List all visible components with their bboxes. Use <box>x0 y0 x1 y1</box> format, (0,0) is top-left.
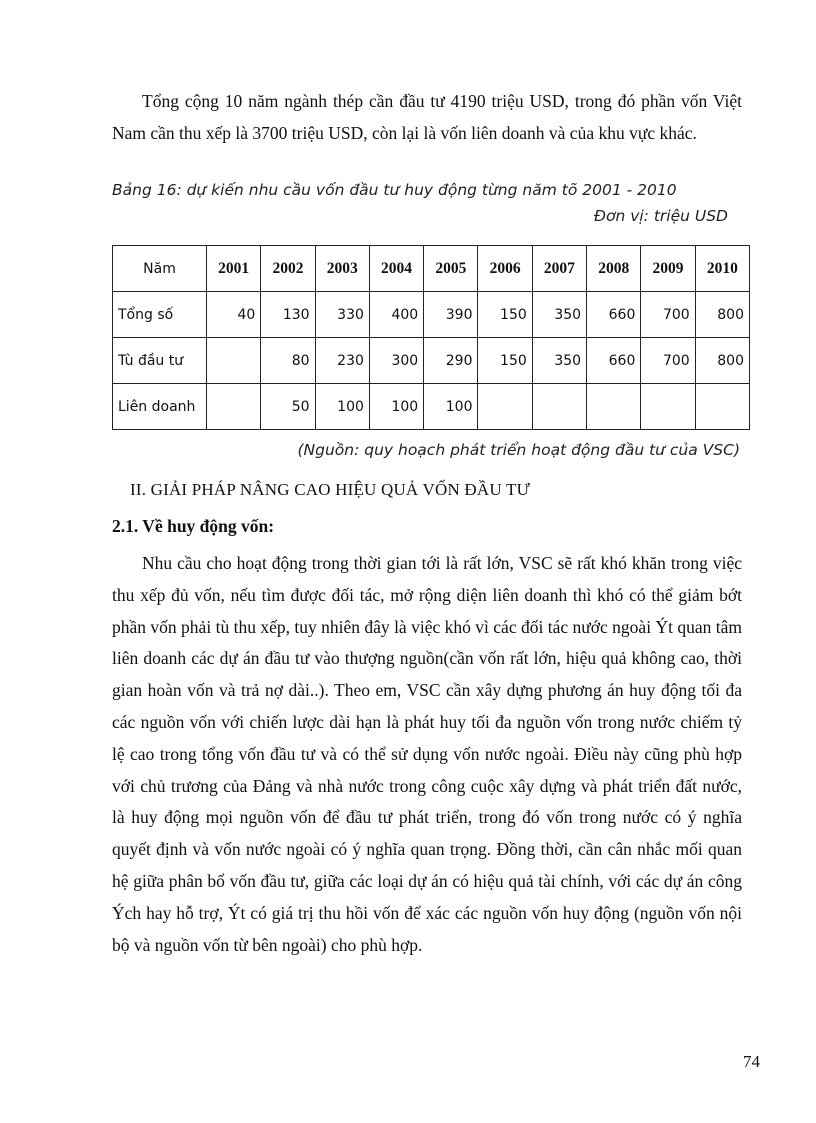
table-source: (Nguồn: quy hoạch phát triển hoạt động đầu tư của VSC) <box>297 441 740 459</box>
table-cell: 800 <box>695 292 749 338</box>
row-label: Tổng số <box>113 292 207 338</box>
table-cell: 350 <box>532 292 586 338</box>
table-cell: 50 <box>261 384 315 430</box>
table-cell: 660 <box>587 338 641 384</box>
table-unit: Đơn vị: triệu USD <box>593 207 728 225</box>
table-row <box>113 384 750 430</box>
table-cell: 800 <box>695 338 749 384</box>
table-header-cell: 2010 <box>695 246 749 292</box>
table-cell: 390 <box>424 292 478 338</box>
table-cell: 400 <box>369 292 423 338</box>
table-caption: Bảng 16: dự kiến nhu cầu vốn đầu tư huy động từng năm tõ 2001 - 2010 <box>112 181 677 199</box>
table-cell <box>207 384 261 430</box>
table-cell: 300 <box>369 338 423 384</box>
table-cell: 700 <box>641 292 695 338</box>
page-number: 74 <box>743 1052 760 1071</box>
subsection-heading: 2.1. Về huy động vốn: <box>112 516 275 536</box>
table-row <box>113 338 750 384</box>
table-cell <box>641 384 695 430</box>
table-cell: 130 <box>261 292 315 338</box>
row-label: Tù đầu tư <box>113 338 207 384</box>
table-cell: 100 <box>369 384 423 430</box>
table-header-cell: 2006 <box>478 246 532 292</box>
body-paragraph: Nhu cầu cho hoạt động trong thời gian tới là rất lớn, VSC sẽ rất khó khăn trong việc thu xếp đủ vốn, nếu tìm được đối tác, mở rộng diện liên doanh thì khó có thể giảm bớt phần vốn phải tù thu xếp, tuy nhiên đây là việc khó vì các đối tác nước ngoài Ýt quan tâm liên doanh các dự án đầu tư vào thượng nguồn(cần vốn rất lớn, hiệu quả không cao, thời gian hoàn vốn và trả nợ dài..). Theo em, VSC cần xây dựng phương án huy động tối đa các nguồn vốn với chiến lược dài hạn là phát huy tối đa nguồn vốn trong nước chiếm tỷ lệ cao trong tổng vốn đầu tư và có thể sử dụng vốn nước ngoài. Điều này cũng phù hợp với chủ trương của Đảng và nhà nước trong công cuộc xây dựng và phát triển đất nước, là huy động mọi nguồn vốn để đầu tư phát triển, trong đó vốn trong nước có ý nghĩa quyết định và vốn nước ngoài có ý nghĩa quan trọng. Đồng thời, cần cân nhắc mối quan hệ giữa phân bổ vốn đầu tư, giữa các loại dự án có hiệu quả tài chính, với các dự án công Ých hay hỗ trợ, Ýt có giá trị thu hồi vốn để xác các nguồn vốn huy động (nguồn vốn nội bộ và nguồn vốn từ bên ngoài) cho phù hợp. <box>112 553 742 955</box>
table-header-cell: 2003 <box>315 246 369 292</box>
table-header-cell: 2004 <box>369 246 423 292</box>
table-cell: 660 <box>587 292 641 338</box>
investment-table <box>112 245 750 430</box>
table-cell: 230 <box>315 338 369 384</box>
table-cell: 350 <box>532 338 586 384</box>
table-cell: 700 <box>641 338 695 384</box>
table-header-cell: 2002 <box>261 246 315 292</box>
table-cell: 150 <box>478 292 532 338</box>
table-cell: 40 <box>207 292 261 338</box>
table-cell: 100 <box>315 384 369 430</box>
table-cell: 150 <box>478 338 532 384</box>
table-cell: 290 <box>424 338 478 384</box>
section-heading: II. GIẢI PHÁP NÂNG CAO HIỆU QUẢ VỐN ĐẦU TƯ <box>130 480 530 499</box>
table-cell <box>532 384 586 430</box>
table-cell: 100 <box>424 384 478 430</box>
table-header-cell: 2005 <box>424 246 478 292</box>
table-header-cell: 2009 <box>641 246 695 292</box>
table-cell <box>587 384 641 430</box>
table-cell <box>207 338 261 384</box>
table-cell <box>478 384 532 430</box>
table-cell: 80 <box>261 338 315 384</box>
table-header-cell: 2001 <box>207 246 261 292</box>
row-label: Liên doanh <box>113 384 207 430</box>
table-row <box>113 292 750 338</box>
table-cell: 330 <box>315 292 369 338</box>
table-header-cell: Năm <box>113 246 207 292</box>
table-cell <box>695 384 749 430</box>
intro-paragraph: Tổng cộng 10 năm ngành thép cần đầu tư 4190 triệu USD, trong đó phần vốn Việt Nam cần thu xếp là 3700 triệu USD, còn lại là vốn liên doanh và của khu vực khác. <box>112 91 742 143</box>
table-header-row <box>113 246 750 292</box>
table-header-cell: 2008 <box>587 246 641 292</box>
table-header-cell: 2007 <box>532 246 586 292</box>
